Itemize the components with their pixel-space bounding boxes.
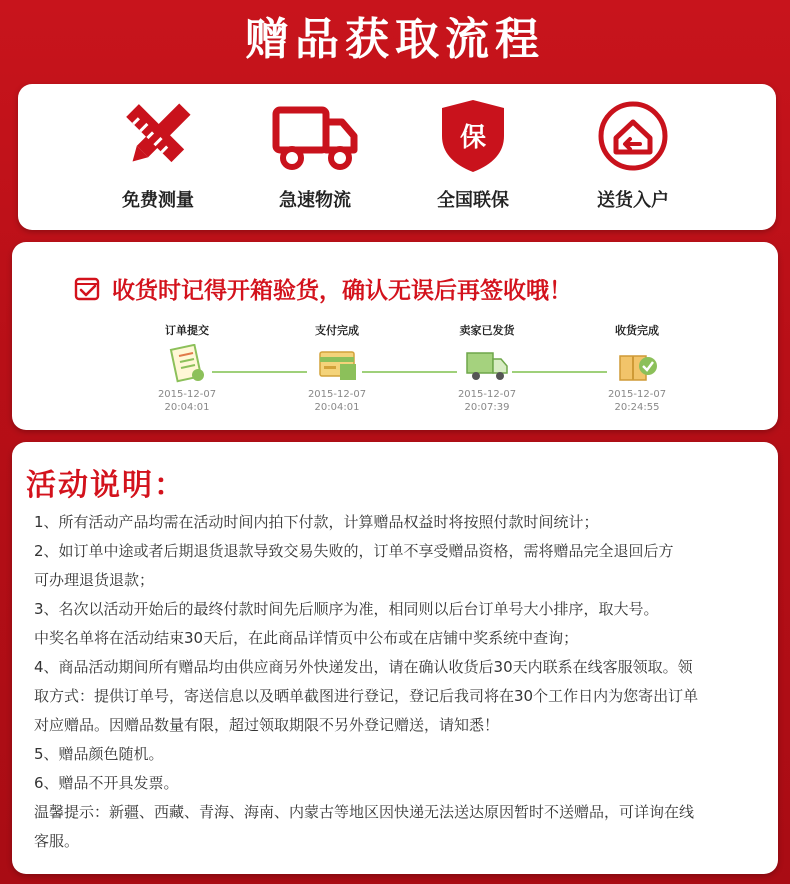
step-label: 支付完成 [315,324,359,337]
payment-card-icon [314,344,360,384]
step-label: 收货完成 [615,324,659,337]
step-date: 2015-12-07 [457,389,517,400]
shield-badge-text: 保 [459,123,487,153]
step-seller-shipped [437,322,537,414]
step-label: 订单提交 [165,324,209,337]
activity-rules-card [12,442,778,874]
feature-label: 急速物流 [279,190,351,211]
step-goods-received [587,322,687,414]
shield-icon [428,96,518,176]
page-title: 赠品获取流程 [245,14,545,65]
rules-line: 温馨提示：新疆、西藏、青海、海南、内蒙古等地区因快递无法送达原因暂时不送赠品，可详询在线 [34,803,695,821]
rules-line: 对应赠品。因赠品数量有限，超过领取期限不另外登记赠送，请知悉！ [34,716,500,734]
rules-line: 3、名次以活动开始后的最终付款时间先后顺序为准，相同则以后台订单号大小排序，取大号。 [34,600,659,618]
rules-line: 客服。 [34,832,80,850]
checkbox-icon [74,274,102,302]
feature-label: 全国联保 [437,190,509,211]
step-date: 2015-12-07 [607,389,667,400]
rules-title: 活动说明： [26,468,186,503]
notice-heading [74,270,572,306]
step-payment-complete [287,322,387,414]
rules-line: 中奖名单将在活动结束30天后，在此商品详情页中公布或在店铺中奖系统中查询； [34,629,579,647]
rules-line: 1、所有活动产品均需在活动时间内拍下付款，计算赠品权益时将按照付款时间统计； [34,513,599,531]
features-card [18,84,776,230]
step-date: 2015-12-07 [157,389,217,400]
feature-home-delivery [558,96,708,220]
shipping-truck-icon [464,344,510,384]
step-time: 20:04:01 [314,402,360,413]
rules-line: 2、如订单中途或者后期退货退款导致交易失败的，订单不享受赠品资格，需将赠品完全退回后方 [34,542,674,560]
step-order-submitted [137,322,237,414]
feature-free-measure [83,96,233,220]
rules-line: 5、赠品颜色随机。 [34,745,164,763]
truck-icon [270,96,360,176]
step-label: 卖家已发货 [459,324,515,337]
feature-fast-logistics [240,96,390,220]
rules-line: 6、赠品不开具发票。 [34,774,179,792]
rules-line: 可办理退货退款； [34,571,155,589]
feature-label: 送货入户 [597,190,669,211]
rules-body [34,508,774,856]
step-date: 2015-12-07 [307,389,367,400]
feature-label: 免费测量 [122,190,194,211]
home-delivery-icon [588,96,678,176]
rules-line: 取方式：提供订单号，寄送信息以及晒单截图进行登记，登记后我司将在30个工作日内为您寄出订单 [34,687,699,705]
step-time: 20:04:01 [164,402,210,413]
notice-text: 收货时记得开箱验货，确认无误后再签收哦！ [112,277,572,304]
delivery-notice-card [12,242,778,430]
pencil-ruler-icon [113,96,203,176]
received-package-icon [614,344,660,384]
rules-line: 4、商品活动期间所有赠品均由供应商另外快递发出，请在确认收货后30天内联系在线客服领取。领 [34,658,693,676]
step-time: 20:07:39 [464,402,510,413]
step-time: 20:24:55 [614,402,660,413]
order-form-icon [164,344,210,384]
feature-warranty [398,96,548,220]
